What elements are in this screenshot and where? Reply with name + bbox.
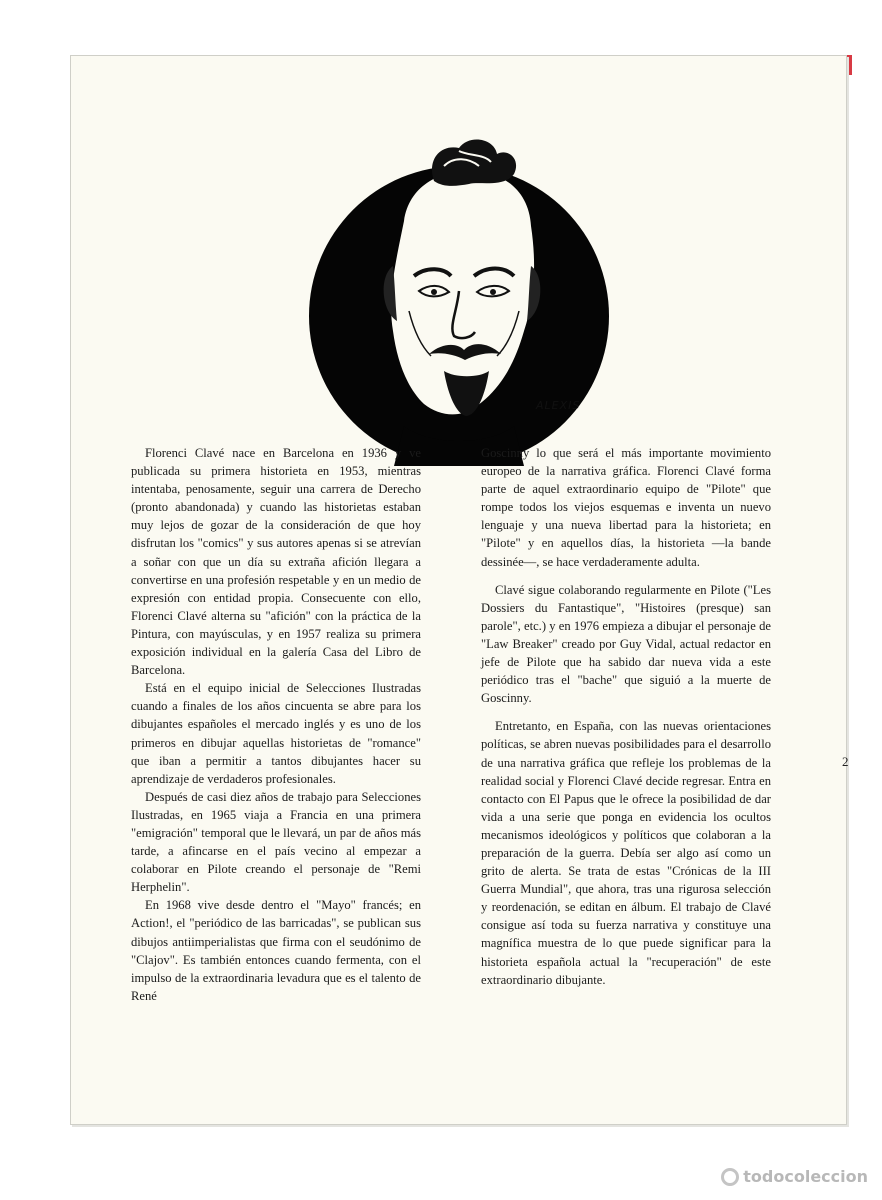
paragraph: Clavé sigue colaborando regularmente en Pilote ("Les Dossiers du Fantastique", "Histoires (presque) san parole", etc.) y en 1976 empieza a dibujar el personaje de "Law Breaker" creado por Guy Vidal, actual redactor en jefe de Pilote que ha sabido dar nueva vida a este periódico tras el "bache" que siguió a la muerte de Goscinny. — [481, 582, 771, 706]
paragraph: Florenci Clavé nace en Barcelona en 1936 y ve publicada su primera historieta en 1953, mientras intentaba, penosamente, seguir una carrera de Derecho (pronto abandonada) y cuando las historietas estaban muy lejos de gozar de la consideración de que hoy disfrutan los "comics" y sus autores apenas si se atrevían a soñar con que un día su extraña afición llegara a convertirse en una profesión respetable y en un medio de expresión con entidad propia. Consecuente con ello, Florenci Clavé alterna su "afición" con la práctica de la Pintura, con mayúsculas, y en 1957 realiza su primera exposición individual en la galería Casa del Libro de Barcelona. — [131, 446, 421, 678]
watermark-text: todocoleccion — [743, 1166, 868, 1186]
paragraph: Después de casi diez años de trabajo para Selecciones Ilustradas, en 1965 viaja a Francia en una primera "emigración" temporal que le llevará, un par de años más tarde, a afincarse en el país vecino al empezar a colaborar en Pilote creando el personaje de "Remi Herphelin". — [131, 789, 421, 895]
site-watermark — [721, 1167, 868, 1187]
book-page — [70, 55, 847, 1125]
watermark-logo-icon — [721, 1168, 739, 1186]
paragraph: Está en el equipo inicial de Selecciones Ilustradas cuando a finales de los años cincuenta se abre para los dibujantes españoles el mercado inglés y es uno de los primeros en dibujar aquellas historietas de "romance" que iban a permitir a tantos dibujantes hacer su aprendizaje de verdaderos profesionales. — [131, 681, 421, 786]
caricature-portrait — [309, 126, 609, 486]
page-number: 2 — [842, 754, 849, 769]
paragraph: En 1968 vive desde dentro el "Mayo" francés; en Action!, el "periódico de las barricadas", se publican sus dibujos antiimperialistas que firma con el seudónimo de "Clajov". Es también entonces cuando fermenta, con el impulso de la extraordinaria levadura que es el talento de René — [131, 898, 421, 1003]
paragraph: Entretanto, en España, con las nuevas orientaciones políticas, se abren nuevas posibilidades para el desarrollo de una narrativa gráfica que refleje los problemas de la realidad social y Florenci Clavé decide regresar. Entra en contacto con El Papus que le ofrece la posibilidad de dar vida a una serie que ponga en evidencia los ocultos mecanismos ideológicos y políticos que colaboran a la preparación de la guerra. Debía ser algo así como un grito de alerta. Se trata de estas "Crónicas de la III Guerra Mundial", que ahora, tras una rigurosa selección y reordenación, se editan en álbum. El trabajo de Clavé consigue así toda su fuerza narrativa y constituye una magnífica muestra de lo que puede significar para la historieta española actual la "recuperación" de este extraordinario dibujante. — [481, 719, 771, 987]
paragraph: Goscinny lo que será el más importante movimiento europeo de la narrativa gráfica. Florenci Clavé forma parte de aquel extraordinario equipo de "Pilote" que rompe todos los viejos esquemas e inventa un nuevo lenguaje y una nueva libertad para la historieta; en "Pilote" y en aquellos días, la historieta —la bande dessinée—, se hace verdaderamente adulta. — [481, 446, 771, 569]
artist-signature: ALEXIS — [536, 399, 581, 412]
left-text-column — [131, 444, 421, 1005]
right-text-column — [481, 444, 771, 989]
